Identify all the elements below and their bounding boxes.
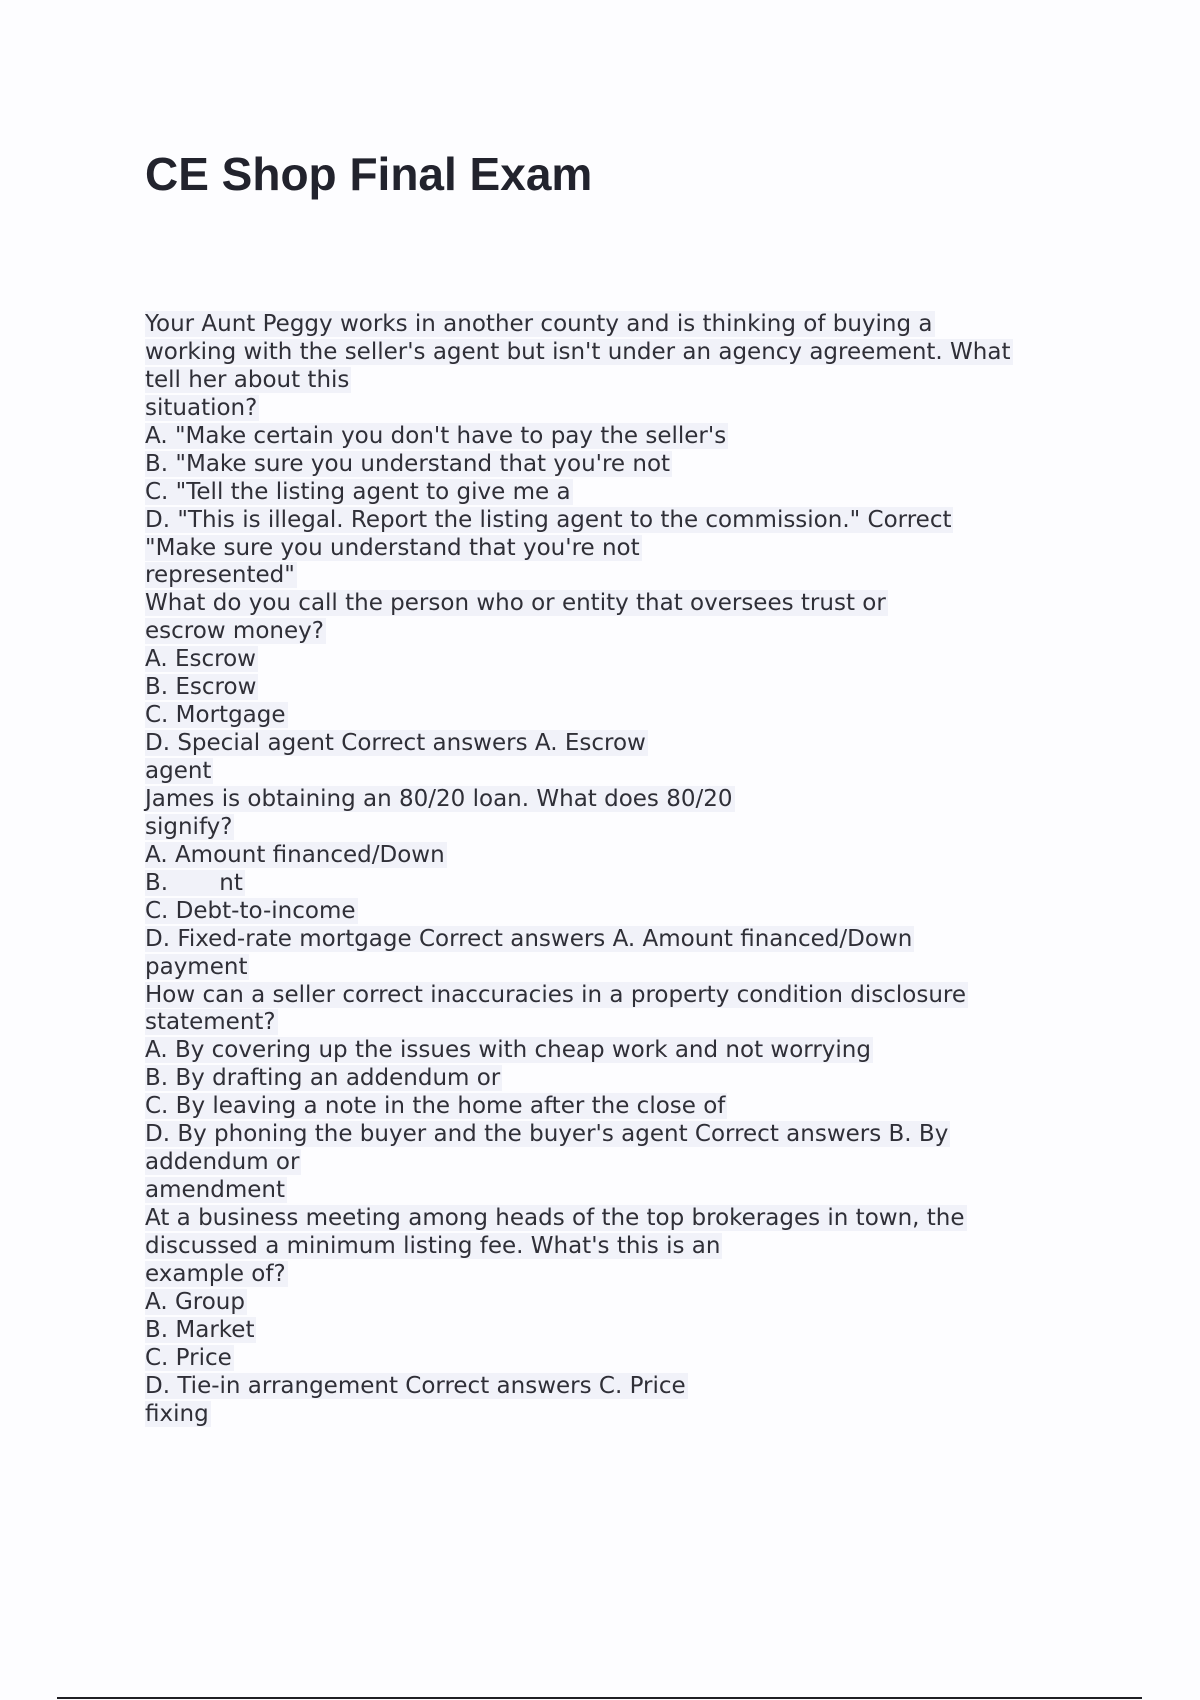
- text-line: amendment: [145, 1177, 285, 1204]
- text-line: D. "This is illegal. Report the listing agent to the commission." Correct: [145, 506, 952, 533]
- text-line: B. "Make sure you understand that you're not: [145, 450, 671, 477]
- text-line: represented": [145, 562, 295, 589]
- text-line: "Make sure you understand that you're not: [145, 534, 640, 561]
- footer-divider: [57, 1697, 1142, 1699]
- text-line: discussed a minimum listing fee. What's this is an: [145, 1232, 721, 1259]
- text-line: A. "Make certain you don't have to pay the seller's: [145, 422, 727, 449]
- text-line: What do you call the person who or entity that oversees trust or: [145, 590, 886, 617]
- text-line: C. Debt-to-income: [145, 897, 356, 924]
- text-line: B. nt: [145, 869, 243, 896]
- text-line: D. By phoning the buyer and the buyer's agent Correct answers B. By: [145, 1121, 949, 1148]
- text-line: escrow money?: [145, 618, 324, 645]
- text-line: addendum or: [145, 1149, 300, 1176]
- text-line: C. "Tell the listing agent to give me a: [145, 478, 571, 505]
- text-line: payment: [145, 953, 248, 980]
- text-line: agent: [145, 758, 212, 784]
- text-line: James is obtaining an 80/20 loan. What does 80/20: [145, 785, 733, 812]
- text-line: working with the seller's agent but isn't under an agency agreement. What: [145, 338, 1011, 365]
- text-line: situation?: [145, 394, 258, 421]
- text-line: example of?: [145, 1260, 286, 1287]
- text-line: C. By leaving a note in the home after the close of: [145, 1093, 726, 1120]
- text-line: B. Escrow: [145, 674, 257, 701]
- document-title: CE Shop Final Exam: [145, 148, 593, 200]
- text-line: tell her about this: [145, 366, 350, 393]
- text-line: How can a seller correct inaccuracies in a property condition disclosure: [145, 981, 967, 1008]
- text-line: At a business meeting among heads of the top brokerages in town, the: [145, 1205, 965, 1231]
- text-line: signify?: [145, 813, 233, 840]
- text-line: B. Market: [145, 1316, 255, 1343]
- text-line: C. Price: [145, 1344, 232, 1371]
- text-line: D. Special agent Correct answers A. Escrow: [145, 730, 646, 757]
- text-line: fixing: [145, 1400, 209, 1427]
- document-body: [145, 311, 1095, 1429]
- text-line: Your Aunt Peggy works in another county and is thinking of buying a: [145, 311, 933, 337]
- text-line: statement?: [145, 1009, 276, 1036]
- text-line: A. By covering up the issues with cheap work and not worrying: [145, 1037, 871, 1064]
- text-line: B. By drafting an addendum or: [145, 1065, 501, 1092]
- text-line: C. Mortgage: [145, 702, 286, 729]
- text-line: A. Escrow: [145, 646, 256, 673]
- text-line: A. Group: [145, 1288, 245, 1315]
- text-line: D. Fixed-rate mortgage Correct answers A. Amount financed/Down: [145, 925, 913, 952]
- text-line: D. Tie-in arrangement Correct answers C. Price: [145, 1372, 686, 1399]
- text-line: A. Amount financed/Down: [145, 841, 445, 868]
